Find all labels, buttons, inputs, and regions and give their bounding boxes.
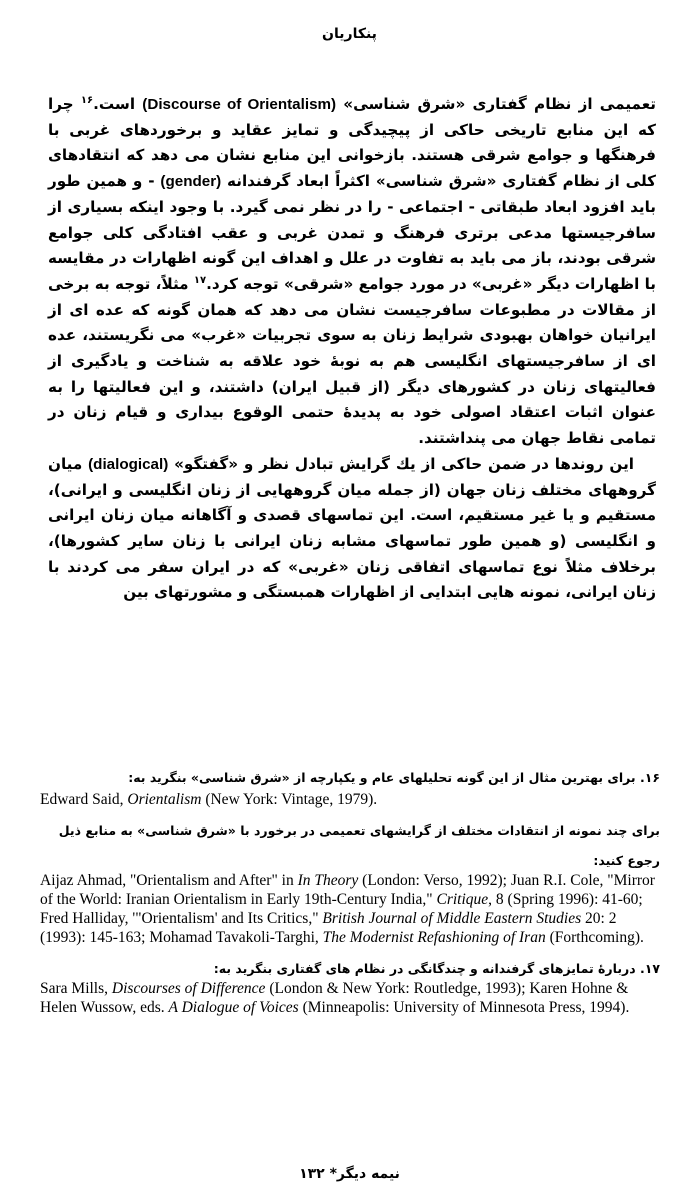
- footnote-16-reference: [40, 790, 660, 809]
- paragraph-1: [48, 92, 656, 452]
- footnote-marker-16: ۱۶: [80, 94, 94, 106]
- fn16-ref-title-3: British Journal of Middle Eastern Studies: [322, 910, 582, 927]
- fn16-ref-title-1: In Theory: [297, 872, 359, 889]
- p1-text-b: است.: [93, 95, 143, 113]
- fn17-ref-part-2: (London & New York: Routledge, 1993); Karen Hohne & Helen Wussow, eds.: [40, 980, 629, 1016]
- fn17-ref-title-1: Discourses of Difference: [111, 980, 266, 997]
- footnote-16-heading: ۱۶. برای بهترین مثال از این گونه تحلیلهای عام و یکپارچه از «شرق شناسی» بنگرید به:: [128, 770, 660, 785]
- footnote-17-heading: ۱۷. دربارۀ تمایزهای گرفندانه و چندگانگی در نظام های گفتاری بنگرید به:: [213, 961, 660, 976]
- fn16-ref-part-5: (Forthcoming).: [545, 929, 644, 946]
- page-number: نیمه دیگر* ۱۳۲: [299, 1166, 400, 1182]
- footnote-16-more-references: [40, 871, 660, 947]
- fn17-ref-part-3: (Minneapolis: University of Minnesota Press, 1994).: [298, 999, 630, 1016]
- p2-latin-term-1: (dialogical): [88, 455, 169, 473]
- p2-text-a: این روندها در ضمن حاکی از یك گرایش تبادل نظر و «گفتگو»: [168, 454, 634, 473]
- fn16-ref-title-4: The Modernist Refashioning of Iran: [322, 929, 546, 946]
- footnote-16-more-continuation: رجوع کنید:: [593, 853, 660, 868]
- footnotes: [40, 768, 660, 1017]
- fn16-ref-part-4: 20: 2 (1993): 145-163; Mohamad Tavakoli-Targhi,: [40, 910, 617, 946]
- fn16-ref-part-2: (London: Verso, 1992); Juan R.I. Cole, "Mirror of the World: Iranian Orientalism in Early 19th-Century India,": [40, 872, 655, 908]
- fn16-title: Orientalism: [127, 791, 202, 808]
- fn17-ref-part-1: Sara Mills,: [40, 980, 112, 997]
- p1-text-a: تعمیمی از نظام گفتاری «شرق شناسی»: [336, 95, 657, 113]
- p2-text-b: میان گروههای مختلف زنان جهان (از جمله میان گروههایی از زنان انگلیسی و ایرانی)، مستقیم و یا غیر مستقیم، است. این تماسهای قصدی و آگاهانه میان زنان ایرانی و انگلیسی (و همین طور تماسهای مشابه زنان ایرانی با زنان سایر کشورها)، برخلاف مثلاً نوع تماسهای اتفاقی زنان «غربی» که در ایران سفر می کردند با زنان ایرانی، نمونه هایی ابتدایی از اظهارات همبستگی و مشورتهای بین: [48, 454, 656, 602]
- p1-latin-term-2: (gender): [160, 173, 222, 191]
- footnote-marker-17: ۱۷: [193, 274, 207, 286]
- fn17-ref-title-2: A Dialogue of Voices: [168, 999, 299, 1016]
- fn16-ref-part-3: , 8 (Spring 1996): 41-60; Fred Halliday, '"Orientalism' and Its Critics,": [40, 891, 643, 927]
- fn16-ref-part-1: Aijaz Ahmad, "Orientalism and After" in: [40, 872, 298, 889]
- running-head: پنکاریان: [322, 26, 377, 42]
- fn16-publisher: (New York: Vintage, 1979).: [201, 791, 378, 808]
- p1-latin-term-1: (Discourse of Orientalism): [142, 96, 337, 113]
- main-text: [48, 92, 656, 606]
- p1-text-c: چرا که این منابع تاریخی حاکی از پیچیدگی و تمایز عقاید و برخوردهای غربی با فرهنگها و جوامع شرقی هستند. بازخوانی این منابع نشان می دهد که انتقادهای کلی از نظام گفتاری «شرق شناسی» اکثراً ابعاد گرفندانه: [48, 95, 657, 191]
- fn16-author: Edward Said,: [40, 791, 128, 808]
- footnote-17-references: [40, 979, 660, 1017]
- footnote-16-more-heading: برای چند نمونه از انتقادات مختلف از گرایشهای تعمیمی در برخورد با «شرق شناسی» به منابع ذیل: [58, 823, 660, 838]
- paragraph-2: [48, 452, 656, 606]
- p1-text-e: مثلاً، توجه به برخی از مقالات در مطبوعات سافرجیست نشان می دهد که همان گونه که عده ای از ایرانیان خواهان بهبودی شرایط زنان به سوی تجربیات «غرب» می نگریستند، عده ای از سافرجیستهای انگلیسی هم به نوبۀ خود علاقه به شناخت و یادگیری از فعالیتهای زنان در کشورهای دیگر (از قبیل ایران) داشتند، و این فعالیتها را به عنوان اثبات اعتقاد اصولی خود به پدیدۀ حتمی الوقوع بیداری و قیام زنان در تمامی نقاط جهان می پنداشتند.: [48, 274, 656, 448]
- p1-text-d: - و همین طور باید افزود ابعاد طبقاتی - اجتماعی - را در نظر نمی گیرد. با وجود اینکه بسیاری از سافرجیستها مدعی برتری فرهنگ و تمدن غربی و عقب افتادگی کلی جوامع شرقی بودند، باز می باید به تفاوت در علل و اهداف این گونه اظهارات در مقایسه با اظهارات دیگر «غربی» در مورد جوامع «شرقی» توجه کرد.: [48, 172, 656, 293]
- fn16-ref-title-2: Critique: [436, 891, 489, 908]
